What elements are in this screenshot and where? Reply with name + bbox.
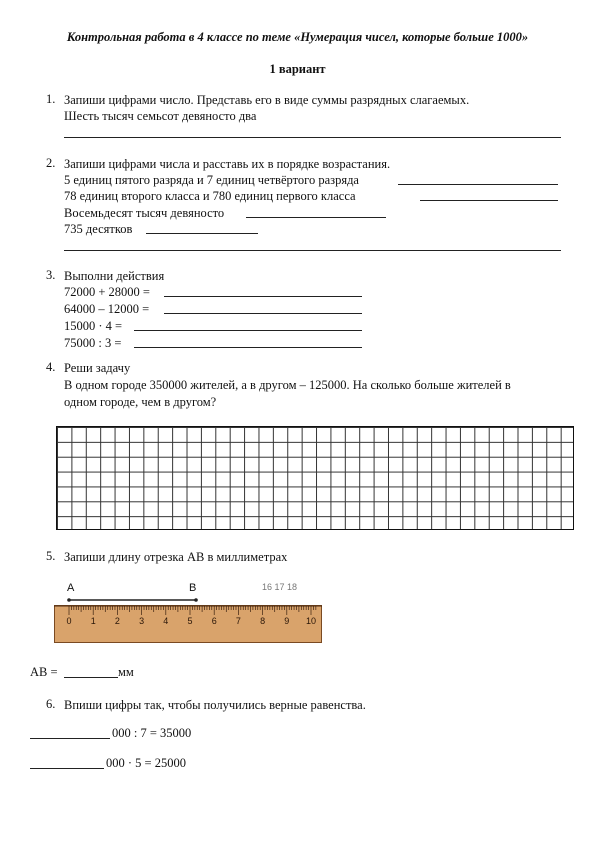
task-5-instruction: Запиши длину отрезка АВ в миллиметрах [64,550,288,564]
ruler-number-label: 5 [187,616,193,626]
point-b-label: B [189,582,197,594]
task-3-instruction: Выполни действия [64,269,165,283]
ruler-number-label: 2 [114,616,120,626]
ruler-number-label: 9 [284,616,290,626]
segment-ab [66,596,216,604]
task-5-number: 5. [46,549,56,563]
point-a-dot [67,598,71,602]
ruler-scale [54,605,322,643]
equation-1: 000 : 7 = 35000 [112,726,192,740]
ruler-number-label: 7 [235,616,241,626]
task-3-expression-3-blank[interactable] [134,330,362,331]
ruler-top-scrap-text: 16 17 18 [262,582,298,592]
ab-answer-unit: мм [118,665,134,679]
point-b-dot [194,598,198,602]
ab-answer-blank[interactable] [64,677,118,678]
task-3-expression-1-blank[interactable] [164,296,362,297]
ruler-number-label: 1 [90,616,96,626]
task-3-expression-1: 72000 + 28000 = [64,285,150,299]
task-3-expression-2-blank[interactable] [164,313,362,314]
task-4-answer-grid[interactable] [56,426,574,530]
task-4-problem-line-1: В одном городе 350000 жителей, а в другом – 125000. На сколько больше жителей в [64,378,511,392]
ruler-number-label: 6 [211,616,217,626]
ruler-number-label: 0 [66,616,72,626]
task-3-expression-2: 64000 – 12000 = [64,302,150,316]
task-4-problem-line-2: одном городе, чем в другом? [64,395,217,409]
task-2-item-4-blank[interactable] [146,233,258,234]
task-2-item-2-blank[interactable] [420,200,558,201]
task-1-instruction: Запиши цифрами число. Представь его в виде суммы разрядных слагаемых. [64,93,470,107]
task-6-number: 6. [46,697,56,711]
document-title: Контрольная работа в 4 классе по теме «Нумерация чисел, которые больше 1000» [66,30,529,44]
task-4-number: 4. [46,360,56,374]
task-2-item-1-blank[interactable] [398,184,558,185]
task-2-item-3-blank[interactable] [246,217,386,218]
equation-2-blank[interactable] [30,768,104,769]
task-1-number: 1. [46,92,56,106]
variant-heading: 1 вариант [269,62,326,76]
ruler-number-label: 3 [139,616,145,626]
ruler-number-label: 10 [305,616,317,626]
equation-1-blank[interactable] [30,738,110,739]
task-3-expression-4: 75000 : 3 = [64,336,122,350]
task-2-instruction: Запиши цифрами числа и расставь их в порядке возрастания. [64,157,391,171]
ruler-number-label: 4 [163,616,169,626]
task-1-number-words: Шесть тысяч семьсот девяносто два [64,109,257,123]
ruler-number-label: 8 [260,616,266,626]
point-a-label: A [67,582,75,594]
task-2-item-4: 735 десятков [64,222,133,236]
task-2-item-2: 78 единиц второго класса и 780 единиц первого класса [64,189,356,203]
task-6-instruction: Впиши цифры так, чтобы получились верные равенства. [64,698,366,712]
task-2-answer-line[interactable] [64,250,561,251]
task-3-expression-4-blank[interactable] [134,347,362,348]
task-2-number: 2. [46,156,56,170]
task-3-number: 3. [46,268,56,282]
ab-answer-prefix: АВ = [30,665,58,679]
equation-2: 000 · 5 = 25000 [106,756,186,770]
task-1-answer-line[interactable] [64,137,561,138]
task-3-expression-3: 15000 · 4 = [64,319,123,333]
ruler [54,605,322,643]
task-2-item-3: Восемьдесят тысяч девяносто [64,206,225,220]
task-2-item-1: 5 единиц пятого разряда и 7 единиц четвёртого разряда [64,173,359,187]
task-4-instruction: Реши задачу [64,361,131,375]
